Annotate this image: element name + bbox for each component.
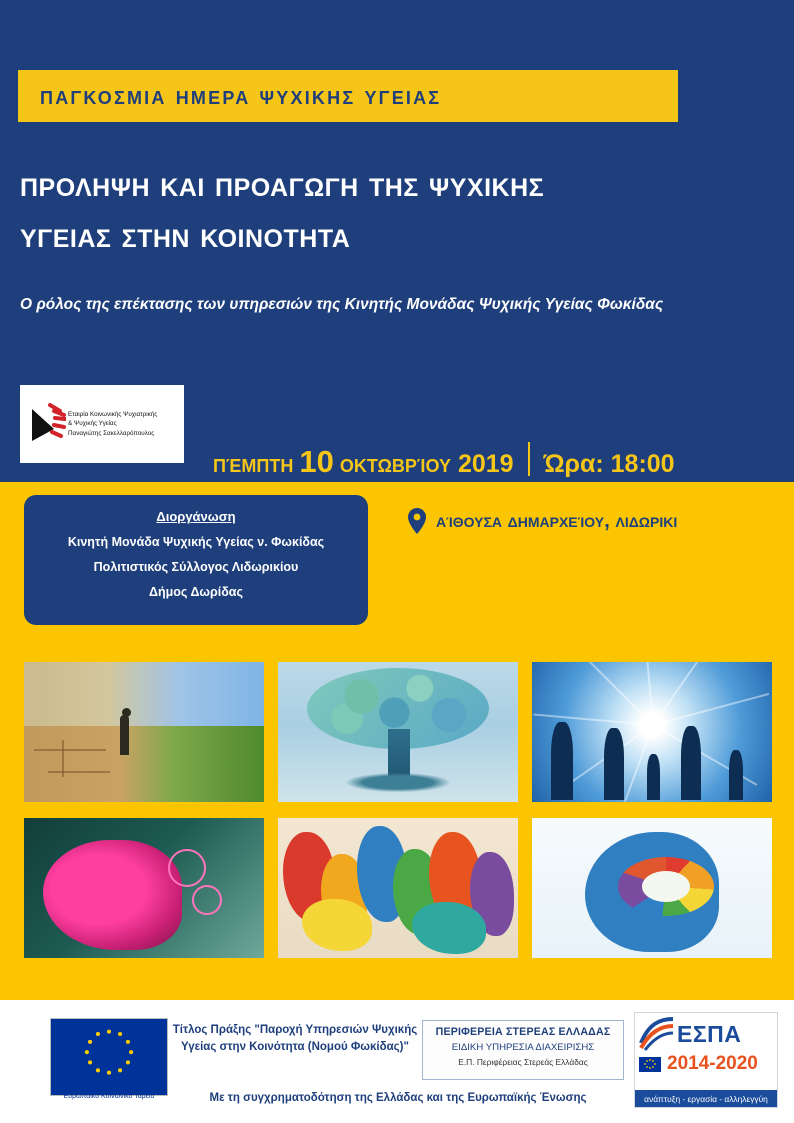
region-line-2: ΕΙΔΙΚΗ ΥΠΗΡΕΣΙΑ ΔΙΑΧΕΙΡΙΣΗΣ xyxy=(451,1042,595,1053)
logo-text-line-3: Παναγιώτης Σακελλαρόπουλος xyxy=(68,429,155,437)
photo-family-silhouettes xyxy=(532,662,772,802)
photo-colorful-people xyxy=(278,818,518,958)
espa-tagline: ανάπτυξη - εργασία - αλληλεγγύη xyxy=(635,1090,777,1107)
event-year: 2019 xyxy=(457,450,514,478)
funding-title: Τίτλος Πράξης "Παροχή Υπηρεσιών Ψυχικής Υγείας στην Κοινότητα (Νομού Φωκίδας)" xyxy=(172,1024,418,1053)
eu-mini-flag-icon xyxy=(639,1057,661,1072)
photo-desert-to-green xyxy=(24,662,264,802)
photo-row xyxy=(24,662,772,802)
eu-caption-line-1: Ευρωπαϊκή Ένωση xyxy=(64,1082,154,1093)
subtitle: Ο ρόλος της επέκτασης των υπηρεσιών της Κινητής Μονάδας Ψυχικής Υγείας Φωκίδας xyxy=(20,296,664,313)
eu-caption-line-2: Ευρωπαϊκό Κοινωνικό Ταμείο xyxy=(63,1093,155,1100)
top-section xyxy=(0,0,794,482)
logo-mark-icon xyxy=(24,401,66,447)
organizer-item: Πολιτιστικός Σύλλογος Λιδωρικίου xyxy=(93,560,299,574)
organization-logo xyxy=(20,385,184,463)
title-line-1: προληψη και προαγωγη της ψυχικης xyxy=(20,165,545,204)
photo-grid xyxy=(24,662,772,974)
photo-pink-yarn-head xyxy=(24,818,264,958)
region-authority-box xyxy=(422,1020,624,1080)
banner-title: παγκοσμια ημερα ψυχικης υγειας xyxy=(40,81,442,110)
title-line-2: υγειας στην κοινοτητα xyxy=(20,215,351,255)
event-day: πέμπτη xyxy=(213,450,294,478)
event-date-row xyxy=(213,438,783,480)
date-separator xyxy=(528,442,530,476)
region-line-3: Ε.Π. Περιφέρειας Στερεάς Ελλάδας xyxy=(458,1057,588,1067)
organizer-item: Κινητή Μονάδα Ψυχικής Υγείας ν. Φωκίδας xyxy=(67,535,325,549)
photo-row xyxy=(24,818,772,958)
venue-name: αίθουσα δημαρχείου, λιδωρικι xyxy=(436,509,678,532)
espa-years: 2014-2020 xyxy=(667,1053,758,1074)
title-block xyxy=(20,160,776,262)
logo-text xyxy=(68,410,157,437)
photo-brain-head xyxy=(532,818,772,958)
photo-mosaic-tree xyxy=(278,662,518,802)
eu-caption xyxy=(46,1082,172,1100)
event-time: Ώρα: 18:00 xyxy=(543,450,675,478)
event-date-number: 10 xyxy=(299,444,334,479)
venue-row xyxy=(408,508,677,534)
logo-text-line-2: & Ψυχικής Υγείας xyxy=(68,420,117,428)
event-month: οκτωβρίου xyxy=(339,450,451,478)
organizers-box xyxy=(24,495,368,625)
funding-note: Με τη συγχρηματοδότηση της Ελλάδας και της Ευρωπαϊκής Ένωσης xyxy=(209,1092,587,1104)
logo-text-line-1: Εταιρία Κοινωνικής Ψυχιατρικής xyxy=(68,411,158,419)
organizer-item: Δήμος Δωρίδας xyxy=(149,585,243,599)
espa-wordmark: ΕΣΠΑ xyxy=(677,1020,742,1047)
organizers-heading: Διοργάνωση xyxy=(156,509,236,524)
location-pin-icon xyxy=(408,508,426,534)
region-line-1: ΠΕΡΙΦΕΡΕΙΑ ΣΤΕΡΕΑΣ ΕΛΛΑΔΑΣ xyxy=(435,1026,611,1038)
espa-logo xyxy=(634,1012,778,1108)
event-banner xyxy=(18,70,678,122)
espa-swoosh-icon xyxy=(639,1017,675,1051)
